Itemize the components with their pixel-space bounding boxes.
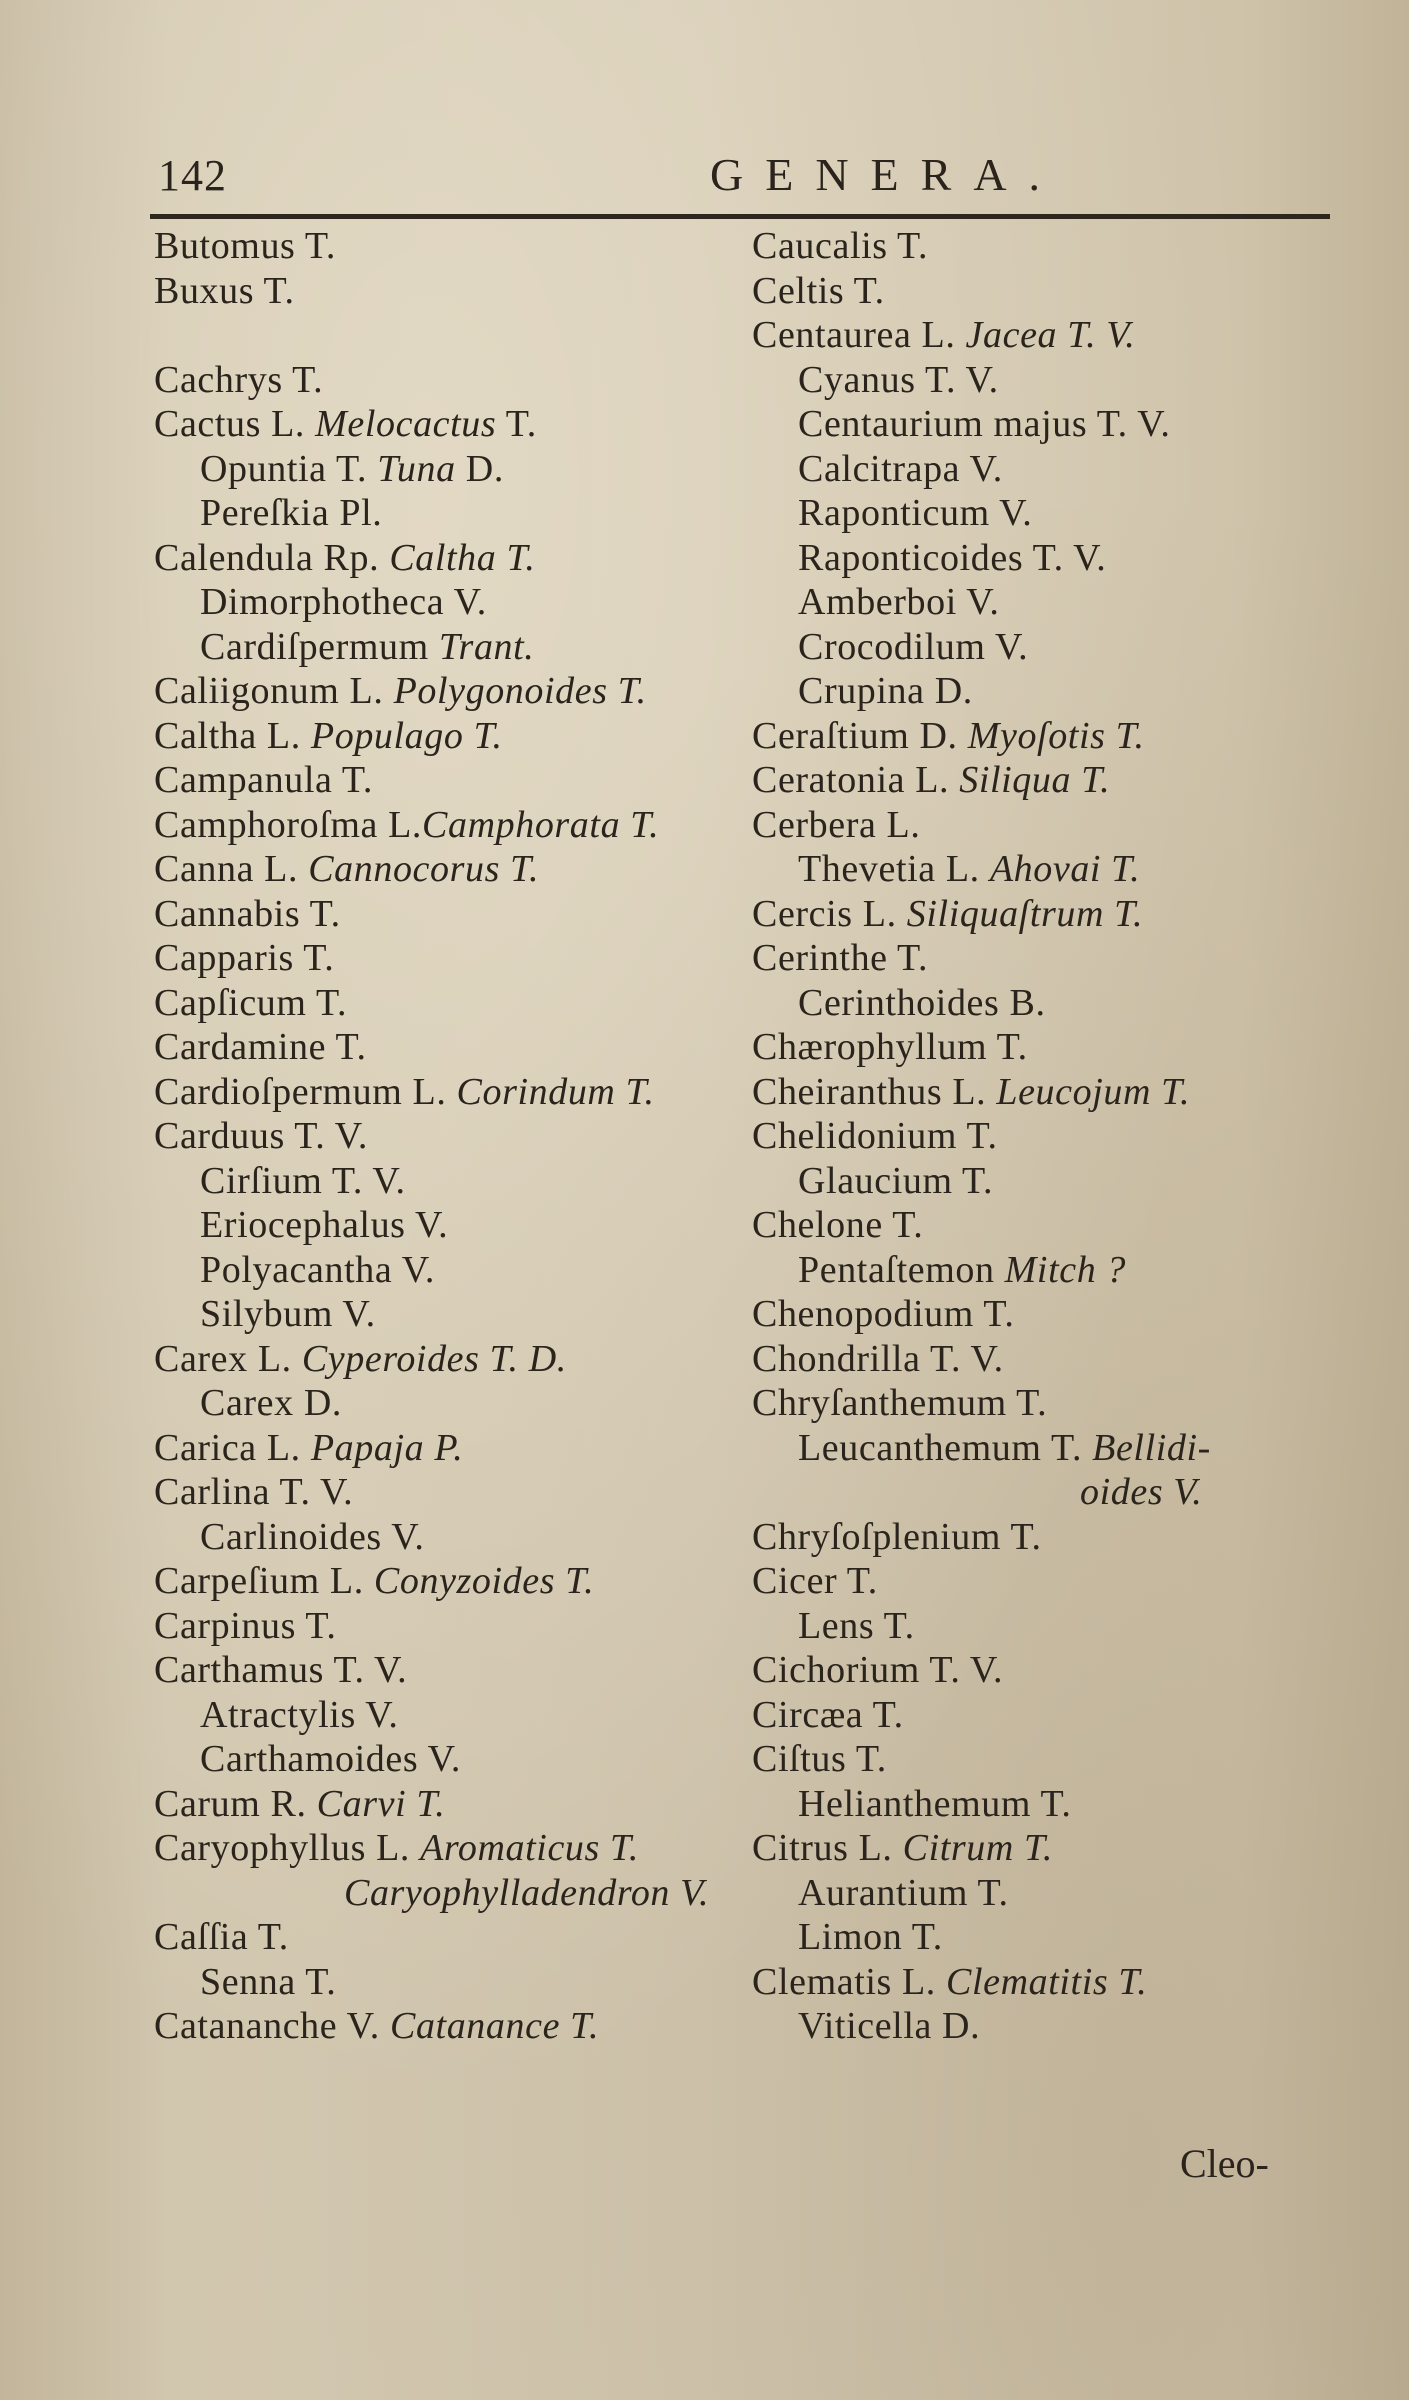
genus-name: Opuntia T. xyxy=(200,447,378,490)
genus-entry xyxy=(752,892,1332,937)
genus-entry xyxy=(752,1248,1332,1293)
page-header xyxy=(150,140,1330,200)
genus-entry xyxy=(752,1826,1332,1871)
synonym-italic: Cannocorus T. xyxy=(308,848,540,890)
genus-entry xyxy=(752,1203,1332,1248)
synonym-italic: Caryophylladendron V. xyxy=(344,1871,710,1914)
synonym-italic: Trant. xyxy=(438,625,535,668)
genus-entry xyxy=(752,803,1332,848)
genus-entry xyxy=(752,1159,1332,1204)
genus-entry xyxy=(154,1604,754,1649)
genus-name: Cardiſpermum xyxy=(200,625,439,668)
genus-name: Carlina T. V. xyxy=(154,1471,354,1513)
genus-name: Atractylis V. xyxy=(200,1693,399,1736)
genus-name: Caucalis T. xyxy=(752,225,929,267)
genus-entry xyxy=(154,1337,754,1382)
genus-entry xyxy=(752,1470,1332,1515)
genus-entry xyxy=(752,313,1332,358)
genus-name: Cirſium T. V. xyxy=(200,1159,406,1202)
genus-entry xyxy=(154,491,754,536)
synonym-italic: Ahovai T. xyxy=(989,848,1141,890)
synonym-italic: oides V. xyxy=(1080,1471,1203,1513)
genus-entry xyxy=(752,224,1332,269)
genus-entry xyxy=(154,892,754,937)
genus-entry xyxy=(154,714,754,759)
catchword: Cleo- xyxy=(1180,2141,1269,2186)
genus-name: Raponticoides T. V. xyxy=(798,536,1107,579)
genus-entry xyxy=(154,981,754,1026)
genus-entry xyxy=(752,1426,1332,1471)
authority-suffix: D. xyxy=(455,447,504,490)
genus-entry xyxy=(154,758,754,803)
running-title: GENERA. xyxy=(710,149,1063,200)
genus-entry xyxy=(154,669,754,714)
genus-entry xyxy=(752,1960,1332,2005)
genus-entry xyxy=(752,1337,1332,1382)
genus-name: Eriocephalus V. xyxy=(200,1204,449,1246)
genus-entry xyxy=(154,358,754,403)
genus-name: Amberboi V. xyxy=(798,581,1000,623)
synonym-italic: Leucojum T. xyxy=(996,1070,1191,1113)
genus-name: Chenopodium T. xyxy=(752,1293,1015,1335)
genus-entry xyxy=(752,1648,1332,1693)
genus-entry xyxy=(154,536,754,581)
genus-name: Clematis L. xyxy=(752,1960,947,2003)
genus-entry xyxy=(752,1604,1332,1649)
synonym-italic: Populago T. xyxy=(310,714,503,757)
genus-entry xyxy=(752,1782,1332,1827)
genus-name: Caſſia T. xyxy=(154,1916,289,1958)
genus-name: Lens T. xyxy=(798,1604,915,1647)
genus-name: Cicer T. xyxy=(752,1560,878,1602)
genus-entry xyxy=(752,847,1332,892)
genus-name: Chelone T. xyxy=(752,1204,924,1246)
genus-entry xyxy=(154,1737,754,1782)
genus-name: Caltha L. xyxy=(154,714,311,757)
genus-entry xyxy=(154,936,754,981)
genus-entry xyxy=(154,1782,754,1827)
genus-entry xyxy=(154,1381,754,1426)
synonym-italic: Bellidi- xyxy=(1092,1426,1211,1469)
genus-name: Leucanthemum T. xyxy=(798,1426,1093,1469)
genus-name: Chærophyllum T. xyxy=(752,1026,1028,1068)
genus-name: Limon T. xyxy=(798,1916,943,1958)
genus-name: Carthamoides V. xyxy=(200,1738,461,1780)
genus-entry xyxy=(154,1203,754,1248)
genus-name: Glaucium T. xyxy=(798,1159,994,1202)
genus-entry xyxy=(752,1070,1332,1115)
genus-name: Carthamus T. V. xyxy=(154,1649,408,1691)
genus-entry xyxy=(752,580,1332,625)
genus-name: Silybum V. xyxy=(200,1293,376,1335)
genus-name: Cerinthoides B. xyxy=(798,981,1046,1024)
genus-name: Cactus L. xyxy=(154,403,316,445)
synonym-italic: Carvi T. xyxy=(316,1782,446,1825)
genus-name: Ceratonia L. xyxy=(752,759,960,801)
genus-entry xyxy=(752,1114,1332,1159)
synonym-italic: Mitch ? xyxy=(1004,1248,1127,1291)
genus-entry xyxy=(154,1693,754,1738)
genus-name: Crupina D. xyxy=(798,670,973,712)
genus-entry xyxy=(752,981,1332,1026)
genus-name: Cerbera L. xyxy=(752,803,921,846)
genus-name: Calendula Rp. xyxy=(154,536,390,579)
genus-entry xyxy=(154,1114,754,1159)
genus-name: Carex L. xyxy=(154,1337,302,1380)
genus-name: Cerinthe T. xyxy=(752,937,929,979)
genus-entry xyxy=(752,1693,1332,1738)
genus-entry xyxy=(752,269,1332,314)
genus-entry xyxy=(752,1292,1332,1337)
genus-name: Chelidonium T. xyxy=(752,1115,998,1157)
genus-entry xyxy=(154,1426,754,1471)
genus-entry xyxy=(154,1248,754,1293)
genus-name: Centaurea L. xyxy=(752,314,966,356)
synonym-italic: Caltha T. xyxy=(389,536,536,579)
synonym-italic: Polygonoides T. xyxy=(393,670,647,712)
synonym-italic: Siliquaſtrum T. xyxy=(906,892,1144,935)
genus-name: Butomus T. xyxy=(154,225,336,267)
genus-entry xyxy=(154,2004,754,2049)
genus-entry xyxy=(752,1915,1332,1960)
genus-name: Carex D. xyxy=(200,1382,342,1424)
genus-name: Caliigonum L. xyxy=(154,670,394,712)
genus-name: Cercis L. xyxy=(752,892,907,935)
genus-name: Polyacantha V. xyxy=(200,1248,435,1291)
genus-name: Cardioſpermum L. xyxy=(154,1070,457,1113)
genus-name: Camphoroſma L. xyxy=(154,803,423,846)
synonym-italic: Siliqua T. xyxy=(959,759,1111,801)
genus-name: Campanula T. xyxy=(154,759,373,801)
synonym-italic: Camphorata T. xyxy=(422,803,660,846)
genus-entry xyxy=(154,269,754,314)
genus-name: Cachrys T. xyxy=(154,358,324,401)
genus-entry xyxy=(154,803,754,848)
synonym-italic: Papaja P. xyxy=(310,1426,464,1469)
synonym-italic: Myoſotis T. xyxy=(967,714,1145,757)
genus-entry xyxy=(154,402,754,447)
synonym-italic: Corindum T. xyxy=(456,1070,655,1113)
genus-entry xyxy=(752,1737,1332,1782)
genus-name: Capparis T. xyxy=(154,937,335,979)
genus-name: Thevetia L. xyxy=(798,848,990,890)
genus-name: Caryophyllus L. xyxy=(154,1827,421,1869)
genus-name: Chryſanthemum T. xyxy=(752,1382,1048,1424)
genus-entry xyxy=(154,625,754,670)
genus-entry xyxy=(752,2004,1332,2049)
genus-name: Raponticum V. xyxy=(798,492,1033,534)
authority-suffix: T. xyxy=(496,403,537,445)
genus-name: Aurantium T. xyxy=(798,1871,1009,1914)
synonym-italic: Aromaticus T. xyxy=(420,1827,640,1869)
genus-entry xyxy=(752,669,1332,714)
genus-name: Viticella D. xyxy=(798,2005,981,2047)
genus-name: Senna T. xyxy=(200,1960,337,2003)
genus-entry xyxy=(752,714,1332,759)
right-column xyxy=(752,224,1332,2049)
genus-entry xyxy=(752,1559,1332,1604)
genus-name: Pereſkia Pl. xyxy=(200,492,383,534)
genus-entry xyxy=(752,936,1332,981)
genus-entry xyxy=(752,491,1332,536)
genus-name: Dimorphotheca V. xyxy=(200,581,487,623)
genus-name: Chryſoſplenium T. xyxy=(752,1515,1042,1558)
genus-name: Helianthemum T. xyxy=(798,1782,1072,1825)
genus-entry xyxy=(752,625,1332,670)
genus-entry xyxy=(154,580,754,625)
genus-name: Cichorium T. V. xyxy=(752,1649,1004,1691)
genus-entry xyxy=(154,1292,754,1337)
genus-name: Crocodilum V. xyxy=(798,625,1029,668)
genus-name: Citrus L. xyxy=(752,1827,903,1869)
genus-entry xyxy=(752,358,1332,403)
genus-entry xyxy=(154,1915,754,1960)
genus-entry xyxy=(154,1025,754,1070)
genus-name: Buxus T. xyxy=(154,269,295,312)
header-rule xyxy=(150,214,1330,219)
genus-name: Carlinoides V. xyxy=(200,1515,425,1558)
genus-name: Cardamine T. xyxy=(154,1026,367,1068)
genus-entry xyxy=(154,1470,754,1515)
genus-name: Carpeſium L. xyxy=(154,1560,374,1602)
genus-entry xyxy=(154,1826,754,1871)
genus-entry xyxy=(154,1515,754,1560)
synonym-italic: Catanance T. xyxy=(390,2005,600,2047)
blank-line xyxy=(154,313,754,358)
synonym-italic: Clematitis T. xyxy=(946,1960,1148,2003)
genus-name: Ceraſtium D. xyxy=(752,714,968,757)
genus-name: Carica L. xyxy=(154,1426,311,1469)
genus-entry xyxy=(154,1960,754,2005)
page-number: 142 xyxy=(158,151,227,200)
genus-entry xyxy=(154,1648,754,1693)
genus-entry xyxy=(752,1515,1332,1560)
synonym-italic: Conyzoides T. xyxy=(373,1560,595,1602)
genus-entry xyxy=(154,1159,754,1204)
genus-name: Cheiranthus L. xyxy=(752,1070,997,1113)
synonym-italic: Jacea T. V. xyxy=(965,314,1136,356)
genus-entry xyxy=(154,1070,754,1115)
genus-name: Celtis T. xyxy=(752,269,885,312)
genus-entry xyxy=(154,1559,754,1604)
genus-entry xyxy=(154,447,754,492)
genus-name: Pentaſtemon xyxy=(798,1248,1005,1291)
synonym-italic: Citrum T. xyxy=(902,1827,1054,1869)
synonym-italic: Melocactus xyxy=(315,403,497,445)
genus-entry xyxy=(752,1381,1332,1426)
genus-name: Chondrilla T. V. xyxy=(752,1337,1004,1380)
genus-entry xyxy=(752,447,1332,492)
genus-name: Cannabis T. xyxy=(154,892,341,935)
genus-name: Carpinus T. xyxy=(154,1604,337,1647)
genus-entry xyxy=(154,847,754,892)
left-column xyxy=(154,224,754,2049)
genus-entry xyxy=(752,1871,1332,1916)
genus-name: Canna L. xyxy=(154,848,309,890)
genus-name: Ciſtus T. xyxy=(752,1738,887,1780)
genus-entry xyxy=(752,1025,1332,1070)
genus-entry xyxy=(752,402,1332,447)
genus-name: Calcitrapa V. xyxy=(798,447,1003,490)
genus-name: Capſicum T. xyxy=(154,981,348,1024)
synonym-italic: Tuna xyxy=(377,447,456,490)
synonym-italic: Cyperoides T. D. xyxy=(301,1337,567,1380)
genus-name: Cyanus T. V. xyxy=(798,358,999,401)
genus-entry xyxy=(752,536,1332,581)
genus-name: Carduus T. V. xyxy=(154,1115,369,1157)
genus-name: Carum R. xyxy=(154,1782,317,1825)
genus-entry xyxy=(154,1871,754,1916)
genus-name: Catananche V. xyxy=(154,2005,390,2047)
genus-entry xyxy=(752,758,1332,803)
genus-name: Circæa T. xyxy=(752,1693,904,1736)
genus-name: Centaurium majus T. V. xyxy=(798,403,1171,445)
genus-entry xyxy=(154,224,754,269)
